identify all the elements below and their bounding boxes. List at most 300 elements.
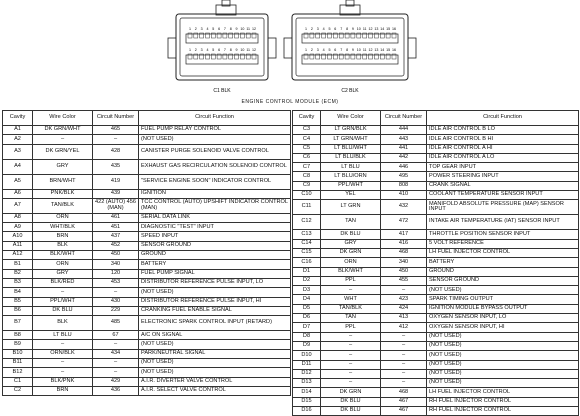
cell-wire-color: GRY: [33, 269, 93, 278]
cell-cavity: D14: [293, 388, 321, 397]
cell-circuit-number: 229: [93, 306, 139, 315]
table-row: [293, 276, 579, 285]
cell-wire-color: TAN/BLK: [321, 304, 381, 313]
table-row: [293, 407, 579, 416]
cell-circuit-number: 417: [381, 230, 427, 239]
cell-wire-color: TAN: [321, 314, 381, 323]
table-row: [3, 223, 291, 232]
c1-pin-number: 2: [194, 27, 197, 31]
cell-circuit-function: ELECTRONIC SPARK CONTROL INPUT (RETARD): [139, 316, 291, 331]
cell-circuit-function: 5 VOLT REFERENCE: [427, 239, 579, 248]
cell-circuit-function: CRANK SIGNAL: [427, 181, 579, 190]
c1-pin-number: 7: [223, 48, 226, 52]
table-row: [3, 349, 291, 358]
c2-pin-number: 8: [346, 48, 349, 52]
c2-pin-number: 11: [362, 48, 367, 52]
c2-pin-number: 8: [346, 27, 349, 31]
c1-pin-number: 12: [252, 48, 256, 52]
cell-wire-color: DK BLU: [321, 230, 381, 239]
cell-wire-color: ORN: [321, 258, 381, 267]
c1-pin-number: 8: [229, 48, 232, 52]
cell-wire-color: LT GRN/BLK: [321, 126, 381, 135]
table-row: [293, 191, 579, 200]
pinout-table-left: [2, 110, 291, 396]
cell-cavity: D4: [293, 295, 321, 304]
cell-circuit-number: –: [381, 360, 427, 369]
cell-cavity: C5: [293, 144, 321, 153]
cell-cavity: D3: [293, 286, 321, 295]
cell-circuit-function: (NOT USED): [427, 332, 579, 341]
ecm-connector-diagram: [0, 0, 580, 112]
cell-circuit-function: (NOT USED): [427, 351, 579, 360]
table-row: [3, 232, 291, 241]
cell-circuit-function: SPEED INPUT: [139, 232, 291, 241]
cell-cavity: B12: [3, 368, 33, 377]
cell-circuit-function: (NOT USED): [139, 288, 291, 297]
c1-pin-number: 3: [200, 27, 203, 31]
col-header-cavity: Cavity: [3, 111, 33, 126]
c2-pin-number: 2: [310, 27, 313, 31]
cell-circuit-number: 461: [93, 213, 139, 222]
table-row: [3, 251, 291, 260]
cell-circuit-function: A.I.R. DIVERTER VALVE CONTROL: [139, 377, 291, 386]
table-row: [293, 304, 579, 313]
table-row: [3, 306, 291, 315]
table-row: [293, 153, 579, 162]
cell-wire-color: LT BLU: [33, 331, 93, 340]
cell-circuit-number: 451: [93, 223, 139, 232]
c1-pin-number: 6: [218, 27, 221, 31]
cell-circuit-function: IDLE AIR CONTROL A HI: [427, 144, 579, 153]
table-row: [3, 386, 291, 395]
cell-circuit-function: IGNITION MODULE BYPASS OUTPUT: [427, 304, 579, 313]
cell-wire-color: DK GRN/WHT: [33, 126, 93, 135]
cell-wire-color: TAN/BLK: [33, 198, 93, 213]
cell-wire-color: PPL: [321, 323, 381, 332]
cell-circuit-number: 485: [93, 316, 139, 331]
cell-circuit-function: LH FUEL INJECTOR CONTROL: [427, 248, 579, 257]
cell-circuit-function: (NOT USED): [139, 359, 291, 368]
cell-wire-color: DK BLU: [321, 407, 381, 416]
cell-circuit-number: 120: [93, 269, 139, 278]
cell-wire-color: BRN/WHT: [33, 174, 93, 189]
cell-cavity: C13: [293, 230, 321, 239]
cell-circuit-function: (NOT USED): [139, 135, 291, 144]
c1-pin-number: 4: [206, 27, 209, 31]
cell-cavity: D6: [293, 314, 321, 323]
table-row: [293, 388, 579, 397]
c2-pin-number: 7: [340, 48, 343, 52]
cell-wire-color: WHT/BLK: [33, 223, 93, 232]
table-row: [293, 200, 579, 215]
cell-circuit-number: 468: [381, 388, 427, 397]
cell-circuit-function: OXYGEN SENSOR INPUT, LO: [427, 314, 579, 323]
table-row: [293, 332, 579, 341]
cell-circuit-number: 436: [93, 386, 139, 395]
connector-c2: [284, 0, 416, 80]
cell-wire-color: –: [321, 379, 381, 388]
c1-label: C1 BLK: [213, 88, 231, 94]
table-row: [3, 340, 291, 349]
table-row: [3, 135, 291, 144]
table-row: [293, 135, 579, 144]
table-row: [3, 297, 291, 306]
cell-circuit-number: 446: [381, 163, 427, 172]
cell-circuit-function: (NOT USED): [427, 360, 579, 369]
cell-cavity: B6: [3, 306, 33, 315]
col-header-wire-color: Wire Color: [321, 111, 381, 126]
cell-circuit-number: 416: [381, 239, 427, 248]
cell-wire-color: BLK: [33, 241, 93, 250]
c2-pin-number: 11: [362, 27, 367, 31]
cell-circuit-function: THROTTLE POSITION SENSOR INPUT: [427, 230, 579, 239]
c2-pin-number: 4: [322, 48, 325, 52]
c1-pin-number: 9: [235, 27, 238, 31]
cell-circuit-number: –: [93, 340, 139, 349]
cell-circuit-function: GROUND: [139, 251, 291, 260]
cell-circuit-number: –: [93, 359, 139, 368]
cell-wire-color: DK GRN: [321, 248, 381, 257]
c2-pin-number: 15: [386, 27, 391, 31]
cell-cavity: D5: [293, 304, 321, 313]
cell-cavity: A3: [3, 144, 33, 159]
cell-circuit-function: (NOT USED): [139, 368, 291, 377]
cell-cavity: C6: [293, 153, 321, 162]
c2-pin-number: 12: [368, 48, 373, 52]
cell-circuit-number: 430: [93, 297, 139, 306]
table-row: [3, 174, 291, 189]
cell-wire-color: –: [321, 351, 381, 360]
cell-cavity: B3: [3, 278, 33, 287]
cell-cavity: C10: [293, 191, 321, 200]
cell-cavity: D15: [293, 397, 321, 406]
cell-wire-color: DK BLU: [33, 306, 93, 315]
table-row: [293, 323, 579, 332]
c1-pin-number: 4: [206, 48, 209, 52]
c1-pin-number: 8: [229, 27, 232, 31]
cell-circuit-number: 428: [93, 144, 139, 159]
cell-cavity: A2: [3, 135, 33, 144]
cell-cavity: B2: [3, 269, 33, 278]
cell-wire-color: PPL/WHT: [321, 181, 381, 190]
cell-cavity: D12: [293, 369, 321, 378]
cell-wire-color: BLK/PNK: [33, 377, 93, 386]
c1-pin-number: 3: [200, 48, 203, 52]
cell-cavity: B7: [3, 316, 33, 331]
c1-pin-number: 11: [246, 48, 251, 52]
cell-circuit-function: TOP GEAR INPUT: [427, 163, 579, 172]
table-row: [293, 258, 579, 267]
cell-wire-color: –: [33, 288, 93, 297]
table-row: [293, 230, 579, 239]
cell-circuit-number: 432: [381, 200, 427, 215]
cell-cavity: A12: [3, 251, 33, 260]
cell-circuit-function: IGNITION: [139, 189, 291, 198]
cell-circuit-number: –: [93, 135, 139, 144]
c1-pin-number: 10: [240, 48, 245, 52]
c1-pin-number: 10: [240, 27, 245, 31]
c2-pin-number: 5: [328, 27, 331, 31]
table-row: [3, 144, 291, 159]
c2-pin-number: 9: [351, 27, 354, 31]
c2-pin-number: 15: [386, 48, 391, 52]
cell-circuit-function: GROUND: [427, 267, 579, 276]
cell-cavity: D10: [293, 351, 321, 360]
c2-pin-number: 14: [380, 48, 385, 52]
table-row: [3, 316, 291, 331]
cell-wire-color: –: [321, 369, 381, 378]
cell-cavity: C16: [293, 258, 321, 267]
cell-cavity: C8: [293, 172, 321, 181]
table-row: [3, 331, 291, 340]
table-row: [3, 368, 291, 377]
c2-pin-number: 16: [392, 48, 396, 52]
cell-circuit-number: 808: [381, 181, 427, 190]
cell-circuit-function: DISTRIBUTOR REFERENCE PULSE INPUT, HI: [139, 297, 291, 306]
cell-wire-color: DK BLU: [321, 397, 381, 406]
cell-circuit-function: SPARK TIMING OUTPUT: [427, 295, 579, 304]
table-row: [3, 213, 291, 222]
cell-circuit-number: 444: [381, 126, 427, 135]
cell-cavity: C1: [3, 377, 33, 386]
cell-circuit-function: EXHAUST GAS RECIRCULATION SOLENOID CONTROL: [139, 159, 291, 174]
cell-circuit-function: LH FUEL INJECTOR CONTROL: [427, 388, 579, 397]
cell-circuit-function: SENSOR GROUND: [427, 276, 579, 285]
c1-pin-number: 1: [189, 48, 191, 52]
cell-cavity: D13: [293, 379, 321, 388]
cell-circuit-number: 434: [93, 349, 139, 358]
cell-circuit-number: 453: [93, 278, 139, 287]
table-row: [293, 360, 579, 369]
pinout-table-right: [292, 110, 579, 416]
cell-circuit-number: 468: [381, 248, 427, 257]
cell-circuit-function: RH FUEL INJECTOR CONTROL: [427, 407, 579, 416]
cell-cavity: A6: [3, 189, 33, 198]
cell-wire-color: PNK/BLK: [33, 189, 93, 198]
table-row: [3, 288, 291, 297]
cell-cavity: B11: [3, 359, 33, 368]
diagram-caption: ENGINE CONTROL MODULE (ECM): [241, 99, 339, 105]
cell-wire-color: LT GRN/WHT: [321, 135, 381, 144]
cell-cavity: D8: [293, 332, 321, 341]
table-row: [293, 341, 579, 350]
c2-pin-number: 12: [368, 27, 373, 31]
cell-wire-color: BLK/WHT: [33, 251, 93, 260]
cell-circuit-number: 452: [93, 241, 139, 250]
cell-circuit-number: 340: [93, 260, 139, 269]
cell-circuit-function: "SERVICE ENGINE SOON" INDICATOR CONTROL: [139, 174, 291, 189]
cell-cavity: D16: [293, 407, 321, 416]
cell-circuit-function: IDLE AIR CONTROL A LO: [427, 153, 579, 162]
cell-circuit-function: MANIFOLD ABSOLUTE PRESSURE (MAP) SENSOR INPUT: [427, 200, 579, 215]
cell-wire-color: BLK/RED: [33, 278, 93, 287]
cell-circuit-number: –: [381, 351, 427, 360]
c1-pin-number: 11: [246, 27, 251, 31]
table-row: [3, 126, 291, 135]
col-header-circuit-number: Circuit Number: [381, 111, 427, 126]
cell-circuit-number: 422 (AUTO) 456 (MAN): [93, 198, 139, 213]
c2-pin-number: 7: [340, 27, 343, 31]
table-row: [3, 359, 291, 368]
cell-cavity: C14: [293, 239, 321, 248]
cell-cavity: D11: [293, 360, 321, 369]
connector-c1: [168, 0, 276, 80]
table-row: [293, 267, 579, 276]
cell-wire-color: ORN: [33, 213, 93, 222]
cell-wire-color: YEL: [321, 191, 381, 200]
cell-cavity: C11: [293, 200, 321, 215]
table-row: [3, 241, 291, 250]
table-row: [293, 239, 579, 248]
cell-circuit-function: (NOT USED): [427, 341, 579, 350]
cell-circuit-function: DIAGNOSTIC "TEST" INPUT: [139, 223, 291, 232]
cell-wire-color: GRY: [33, 159, 93, 174]
cell-circuit-function: COOLANT TEMPERATURE SENSOR INPUT: [427, 191, 579, 200]
cell-circuit-number: 429: [93, 377, 139, 386]
cell-circuit-function: SENSOR GROUND: [139, 241, 291, 250]
col-header-circuit-function: Circuit Function: [427, 111, 579, 126]
cell-circuit-function: A.I.R. SELECT VALVE CONTROL: [139, 386, 291, 395]
cell-circuit-number: –: [381, 341, 427, 350]
c2-pin-number: 1: [305, 48, 307, 52]
cell-cavity: B10: [3, 349, 33, 358]
table-row: [293, 295, 579, 304]
cell-circuit-function: (NOT USED): [139, 340, 291, 349]
table-row: [293, 144, 579, 153]
cell-circuit-function: (NOT USED): [427, 379, 579, 388]
cell-wire-color: BLK/WHT: [321, 267, 381, 276]
cell-cavity: B9: [3, 340, 33, 349]
table-row: [293, 172, 579, 181]
cell-cavity: B1: [3, 260, 33, 269]
c2-pin-number: 10: [356, 27, 361, 31]
cell-circuit-number: 410: [381, 191, 427, 200]
cell-cavity: A8: [3, 213, 33, 222]
c1-pin-number: 5: [212, 27, 215, 31]
cell-circuit-number: 437: [93, 232, 139, 241]
cell-circuit-function: FUEL PUMP SIGNAL: [139, 269, 291, 278]
cell-cavity: B5: [3, 297, 33, 306]
c2-pin-number: 10: [356, 48, 361, 52]
cell-wire-color: –: [33, 135, 93, 144]
table-row: [293, 126, 579, 135]
cell-circuit-number: 439: [93, 189, 139, 198]
cell-cavity: C7: [293, 163, 321, 172]
cell-circuit-function: CRANKING FUEL ENABLE SIGNAL: [139, 306, 291, 315]
c2-pin-number: 6: [334, 27, 337, 31]
table-row: [293, 215, 579, 230]
cell-circuit-number: 450: [93, 251, 139, 260]
cell-circuit-number: 450: [381, 267, 427, 276]
cell-circuit-number: 413: [381, 314, 427, 323]
cell-wire-color: DK GRN: [321, 388, 381, 397]
cell-wire-color: ORN/BLK: [33, 349, 93, 358]
c2-pin-number: 5: [328, 48, 331, 52]
cell-circuit-number: 424: [381, 304, 427, 313]
c1-pin-number: 2: [194, 48, 197, 52]
cell-cavity: A4: [3, 159, 33, 174]
c1-pin-number: 5: [212, 48, 215, 52]
cell-circuit-number: –: [381, 332, 427, 341]
cell-wire-color: LT BLU/BLK: [321, 153, 381, 162]
cell-circuit-function: IDLE AIR CONTROL B LO: [427, 126, 579, 135]
cell-wire-color: BRN: [33, 386, 93, 395]
table-row: [3, 269, 291, 278]
table-row: [293, 379, 579, 388]
cell-wire-color: LT GRN: [321, 200, 381, 215]
cell-wire-color: –: [321, 286, 381, 295]
cell-circuit-number: 442: [381, 153, 427, 162]
cell-wire-color: BRN: [33, 232, 93, 241]
cell-circuit-number: 443: [381, 135, 427, 144]
cell-wire-color: PPL/WHT: [33, 297, 93, 306]
cell-wire-color: –: [33, 340, 93, 349]
cell-cavity: D7: [293, 323, 321, 332]
cell-circuit-function: (NOT USED): [427, 369, 579, 378]
c1-pin-number: 1: [189, 27, 191, 31]
table-row: [3, 198, 291, 213]
c2-pin-number: 13: [374, 48, 379, 52]
cell-circuit-function: OXYGEN SENSOR INPUT, HI: [427, 323, 579, 332]
table-row: [293, 351, 579, 360]
cell-cavity: B8: [3, 331, 33, 340]
c1-pin-number: 9: [235, 48, 238, 52]
cell-circuit-function: RH FUEL INJECTOR CONTROL: [427, 397, 579, 406]
table-row: [293, 181, 579, 190]
cell-circuit-number: 455: [381, 276, 427, 285]
cell-wire-color: ORN: [33, 260, 93, 269]
col-header-cavity: Cavity: [293, 111, 321, 126]
c2-pin-number: 6: [334, 48, 337, 52]
cell-wire-color: LT BLU/WHT: [321, 144, 381, 153]
cell-circuit-number: 465: [93, 126, 139, 135]
cell-wire-color: WHT: [321, 295, 381, 304]
cell-circuit-number: 340: [381, 258, 427, 267]
c2-pin-number: 2: [310, 48, 313, 52]
table-row: [293, 248, 579, 257]
cell-wire-color: PPL: [321, 276, 381, 285]
table-row: [293, 397, 579, 406]
cell-cavity: D9: [293, 341, 321, 350]
c2-pin-number: 4: [322, 27, 325, 31]
table-row: [3, 159, 291, 174]
c2-pin-number: 3: [316, 27, 319, 31]
cell-cavity: C3: [293, 126, 321, 135]
table-row: [3, 278, 291, 287]
cell-cavity: D2: [293, 276, 321, 285]
cell-wire-color: LT BLU/ORN: [321, 172, 381, 181]
c2-label: C2 BLK: [341, 88, 359, 94]
table-row: [293, 314, 579, 323]
cell-circuit-number: 423: [381, 295, 427, 304]
cell-circuit-number: –: [381, 286, 427, 295]
cell-cavity: C9: [293, 181, 321, 190]
cell-wire-color: –: [321, 360, 381, 369]
c1-pin-number: 6: [218, 48, 221, 52]
table-row: [3, 260, 291, 269]
cell-cavity: C4: [293, 135, 321, 144]
cell-circuit-function: (NOT USED): [427, 286, 579, 295]
cell-circuit-function: SERIAL DATA LINK: [139, 213, 291, 222]
c1-pin-number: 12: [252, 27, 256, 31]
cell-cavity: A5: [3, 174, 33, 189]
cell-cavity: A10: [3, 232, 33, 241]
cell-circuit-number: 412: [381, 323, 427, 332]
c2-pin-number: 13: [374, 27, 379, 31]
table-row: [293, 286, 579, 295]
cell-circuit-number: –: [381, 369, 427, 378]
cell-cavity: A11: [3, 241, 33, 250]
